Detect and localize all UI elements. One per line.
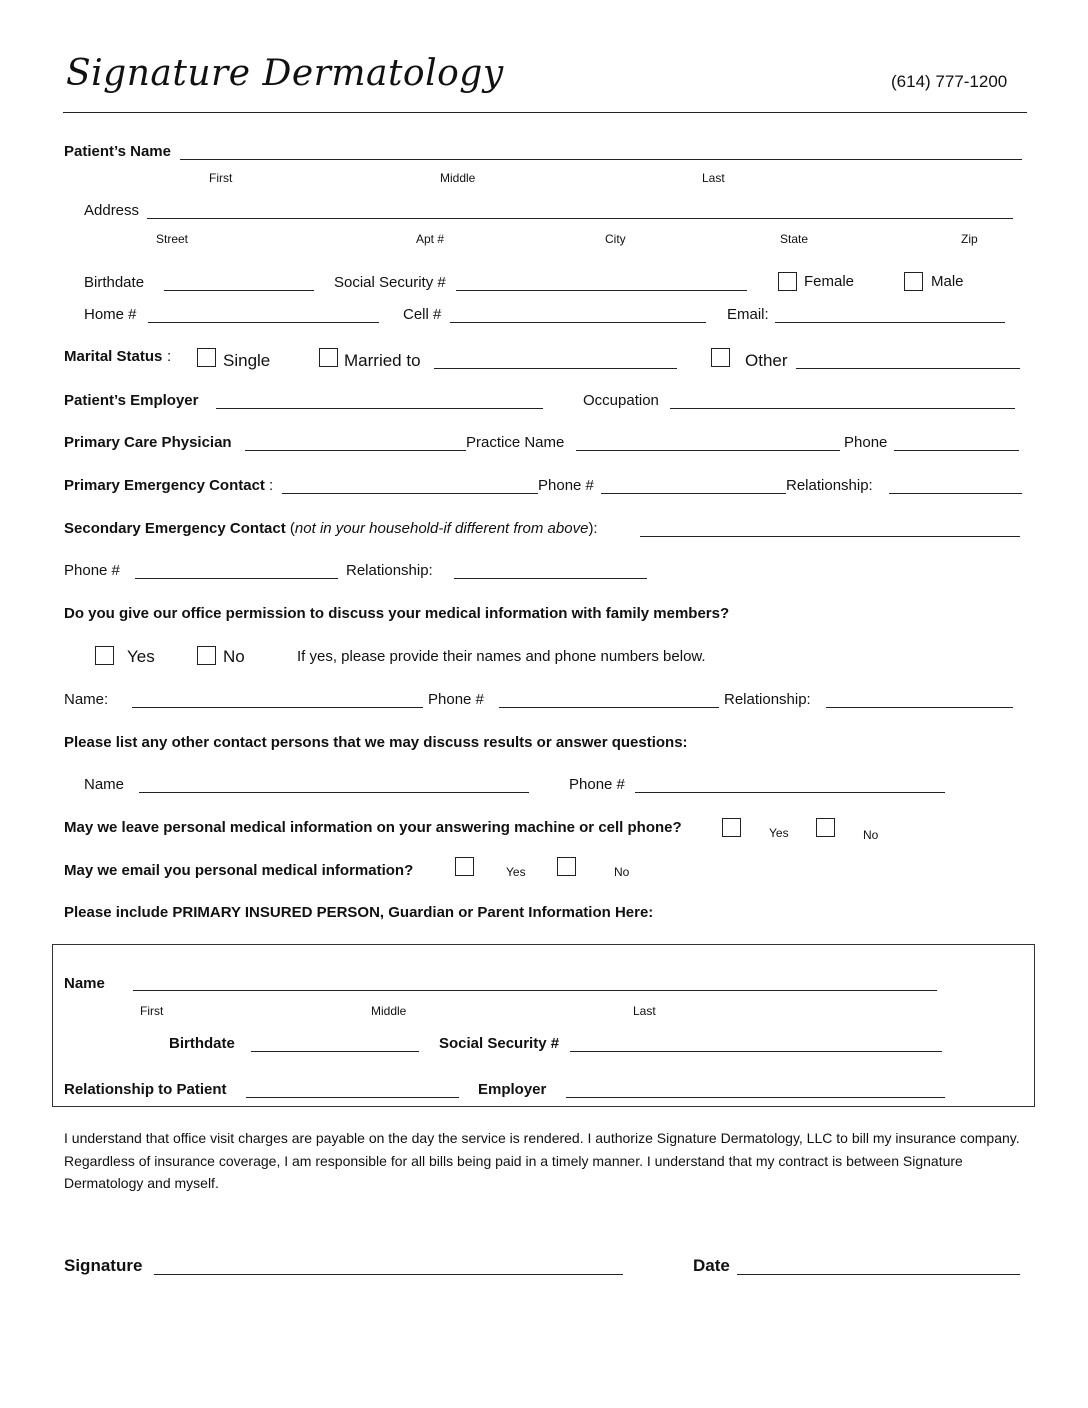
secondary-relationship-label: Relationship: bbox=[346, 562, 433, 579]
married-checkbox[interactable] bbox=[319, 348, 338, 367]
insured-relationship-label: Relationship to Patient bbox=[64, 1081, 227, 1098]
home-phone-field[interactable] bbox=[148, 322, 379, 323]
name-sub-first: First bbox=[209, 171, 233, 185]
secondary-relationship-field[interactable] bbox=[454, 578, 647, 579]
female-checkbox[interactable] bbox=[778, 272, 797, 291]
other-contact-name-field[interactable] bbox=[139, 792, 529, 793]
other-marital-checkbox[interactable] bbox=[711, 348, 730, 367]
other-contacts-question: Please list any other contact persons that we may discuss results or answer questions: bbox=[64, 734, 688, 751]
other-contact-phone-label: Phone # bbox=[569, 776, 625, 793]
primary-emergency-phone-label: Phone # bbox=[538, 477, 594, 494]
email-field[interactable] bbox=[775, 322, 1005, 323]
address-sub-street: Street bbox=[156, 232, 189, 246]
insured-name-label: Name bbox=[64, 975, 105, 992]
email-no-checkbox[interactable] bbox=[557, 857, 576, 876]
secondary-emergency-line bbox=[64, 520, 598, 538]
birthdate-field[interactable] bbox=[164, 290, 314, 291]
insured-name-field[interactable] bbox=[133, 990, 937, 991]
address-sub-apt: Apt # bbox=[416, 232, 445, 246]
physician-phone-label: Phone bbox=[844, 434, 888, 451]
other-marital-field[interactable] bbox=[796, 368, 1020, 369]
single-checkbox[interactable] bbox=[197, 348, 216, 367]
ssn-label: Social Security # bbox=[334, 274, 446, 291]
employer-label: Patient’s Employer bbox=[64, 392, 199, 409]
family-no-checkbox[interactable] bbox=[197, 646, 216, 665]
date-field[interactable] bbox=[737, 1274, 1020, 1275]
family-name-field[interactable] bbox=[132, 707, 423, 708]
male-checkbox[interactable] bbox=[904, 272, 923, 291]
address-sub-city: City bbox=[605, 232, 626, 246]
family-phone-label: Phone # bbox=[428, 691, 484, 708]
insured-birthdate-label: Birthdate bbox=[169, 1035, 235, 1052]
insured-heading: Please include PRIMARY INSURED PERSON, Guardian or Parent Information Here: bbox=[64, 904, 654, 921]
secondary-emergency-label: Secondary Emergency Contact bbox=[64, 520, 286, 537]
occupation-field[interactable] bbox=[670, 408, 1015, 409]
brand-logo: Signature Dermatology bbox=[66, 53, 504, 94]
patient-name-label: Patient’s Name bbox=[64, 143, 171, 160]
name-sub-middle: Middle bbox=[440, 171, 476, 185]
practice-field[interactable] bbox=[576, 450, 840, 451]
address-label: Address bbox=[84, 202, 140, 219]
primary-emergency-relationship-field[interactable] bbox=[889, 493, 1022, 494]
family-relationship-field[interactable] bbox=[826, 707, 1013, 708]
signature-field[interactable] bbox=[154, 1274, 623, 1275]
male-label: Male bbox=[931, 273, 964, 290]
insured-relationship-field[interactable] bbox=[246, 1097, 459, 1098]
secondary-note-open: ( bbox=[289, 520, 295, 537]
family-instruction: If yes, please provide their names and phone numbers below. bbox=[297, 648, 706, 665]
primary-emergency-colon: : bbox=[269, 477, 274, 494]
secondary-emergency-note: not in your household-if different from above bbox=[294, 520, 589, 537]
address-sub-state: State bbox=[780, 232, 809, 246]
secondary-note-close: ): bbox=[588, 520, 598, 537]
primary-emergency-field[interactable] bbox=[282, 493, 538, 494]
marital-status-colon: : bbox=[167, 348, 172, 365]
family-phone-field[interactable] bbox=[499, 707, 719, 708]
physician-label: Primary Care Physician bbox=[64, 434, 232, 451]
physician-phone-field[interactable] bbox=[894, 450, 1019, 451]
email-yes-label: Yes bbox=[506, 865, 526, 879]
insured-name-sub-last: Last bbox=[633, 1004, 656, 1018]
single-label: Single bbox=[223, 351, 271, 370]
home-phone-label: Home # bbox=[84, 306, 137, 323]
answering-machine-question: May we leave personal medical information on your answering machine or cell phone? bbox=[64, 819, 682, 836]
insured-employer-field[interactable] bbox=[566, 1097, 945, 1098]
address-field[interactable] bbox=[147, 218, 1013, 219]
female-label: Female bbox=[804, 273, 855, 290]
family-no-label: No bbox=[223, 647, 245, 666]
patient-name-field[interactable] bbox=[180, 159, 1022, 160]
family-relationship-label: Relationship: bbox=[724, 691, 811, 708]
address-sub-zip: Zip bbox=[961, 232, 978, 246]
primary-emergency-phone-field[interactable] bbox=[601, 493, 786, 494]
cell-phone-label: Cell # bbox=[403, 306, 442, 323]
secondary-phone-field[interactable] bbox=[135, 578, 338, 579]
insured-name-sub-first: First bbox=[140, 1004, 164, 1018]
occupation-label: Occupation bbox=[583, 392, 659, 409]
header-divider bbox=[63, 112, 1027, 113]
family-name-label: Name: bbox=[64, 691, 109, 708]
other-contact-phone-field[interactable] bbox=[635, 792, 945, 793]
name-sub-last: Last bbox=[702, 171, 725, 185]
insured-birthdate-field[interactable] bbox=[251, 1051, 419, 1052]
agreement-text: I understand that office visit charges are payable on the day the service is rendered. I authorize Signature Dermatology, LLC to bill my insurance company. Regardless of insurance coverage, I am responsible for all bills being paid in a timely manner. I understand that my contract is between Signature Dermatology and myself. bbox=[64, 1130, 1020, 1191]
family-permission-question: Do you give our office permission to discuss your medical information with family members? bbox=[64, 605, 730, 622]
answering-yes-label: Yes bbox=[769, 826, 789, 840]
date-label: Date bbox=[693, 1256, 730, 1275]
employer-field[interactable] bbox=[216, 408, 543, 409]
primary-emergency-relationship-label: Relationship: bbox=[786, 477, 873, 494]
email-no-label: No bbox=[614, 865, 630, 879]
email-yes-checkbox[interactable] bbox=[455, 857, 474, 876]
insured-employer-label: Employer bbox=[478, 1081, 547, 1098]
insured-name-sub-middle: Middle bbox=[371, 1004, 407, 1018]
birthdate-label: Birthdate bbox=[84, 274, 145, 291]
insured-ssn-label: Social Security # bbox=[439, 1035, 560, 1052]
answering-no-label: No bbox=[863, 828, 879, 842]
married-to-field[interactable] bbox=[434, 368, 677, 369]
physician-field[interactable] bbox=[245, 450, 466, 451]
email-permission-question: May we email you personal medical information? bbox=[64, 862, 414, 879]
ssn-field[interactable] bbox=[456, 290, 747, 291]
other-marital-label: Other bbox=[745, 351, 788, 370]
email-label: Email: bbox=[727, 306, 769, 323]
family-yes-label: Yes bbox=[127, 647, 155, 666]
other-contact-name-label: Name bbox=[84, 776, 125, 793]
family-yes-checkbox[interactable] bbox=[95, 646, 114, 665]
header-phone: (614) 777-1200 bbox=[891, 72, 1008, 91]
primary-emergency-label: Primary Emergency Contact bbox=[64, 477, 265, 494]
marital-status-label: Marital Status bbox=[64, 348, 163, 365]
secondary-emergency-field[interactable] bbox=[640, 536, 1020, 537]
insured-ssn-field[interactable] bbox=[570, 1051, 942, 1052]
secondary-phone-label: Phone # bbox=[64, 562, 120, 579]
married-label: Married to bbox=[344, 351, 421, 370]
answering-yes-checkbox[interactable] bbox=[722, 818, 741, 837]
cell-phone-field[interactable] bbox=[450, 322, 706, 323]
signature-label: Signature bbox=[64, 1256, 143, 1275]
practice-label: Practice Name bbox=[466, 434, 565, 451]
answering-no-checkbox[interactable] bbox=[816, 818, 835, 837]
